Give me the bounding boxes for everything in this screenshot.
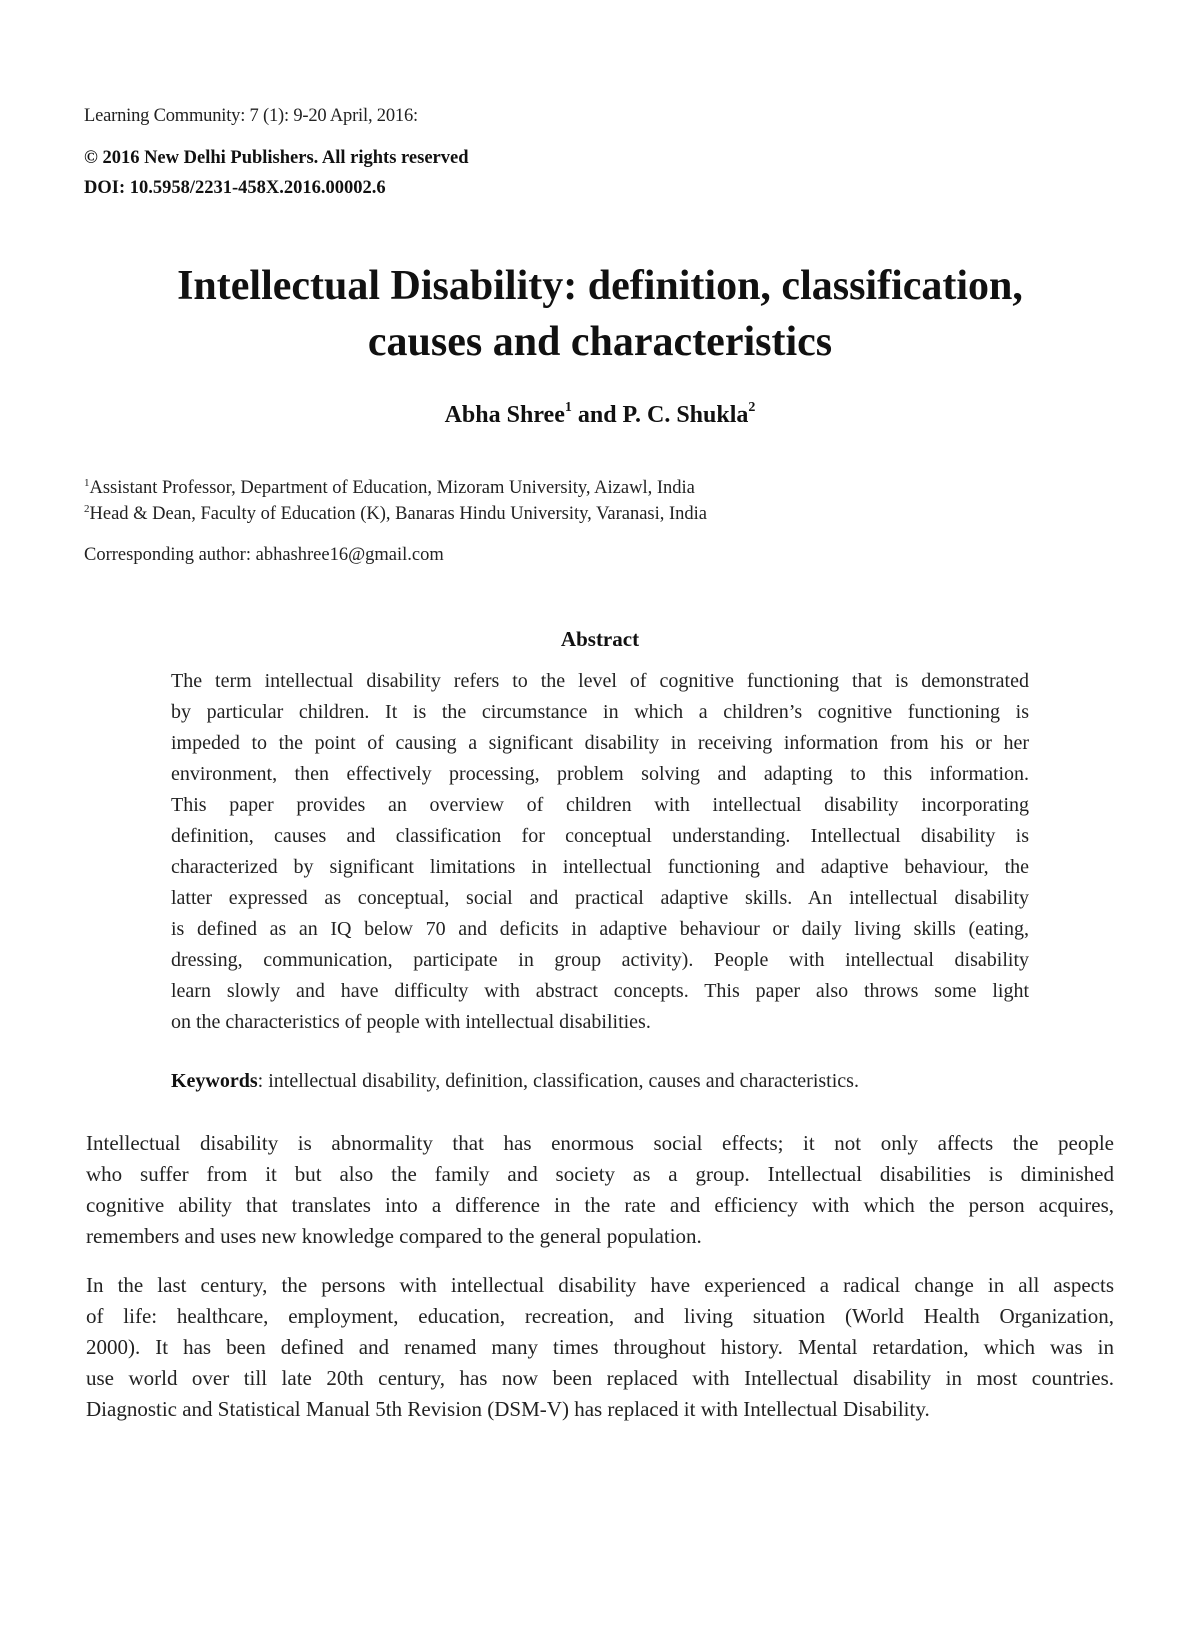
- body-paragraph-1: [86, 1128, 1114, 1252]
- body-line: of life: healthcare, employment, education, recreation, and living situation (World Health Organization,: [86, 1304, 1114, 1328]
- body-paragraph-2: [86, 1270, 1114, 1425]
- journal-citation: Learning Community: 7 (1): 9-20 April, 2016:: [84, 106, 418, 126]
- abstract-body: [171, 666, 1029, 1038]
- doi-line: DOI: 10.5958/2231-458X.2016.00002.6: [84, 178, 386, 198]
- abstract-line: impeded to the point of causing a significant disability in receiving information from his or her: [171, 732, 1029, 754]
- abstract-line: definition, causes and classification for conceptual understanding. Intellectual disability is: [171, 825, 1029, 847]
- abstract-line: on the characteristics of people with intellectual disabilities.: [171, 1011, 651, 1033]
- author-name: Abha Shree: [444, 402, 565, 428]
- affiliation-text: Assistant Professor, Department of Education, Mizoram University, Aizawl, India: [89, 478, 695, 499]
- keywords-label: Keywords: [171, 1070, 258, 1092]
- abstract-line: environment, then effectively processing, problem solving and adapting to this information.: [171, 763, 1029, 785]
- abstract-line: This paper provides an overview of children with intellectual disability incorporating: [171, 794, 1029, 816]
- abstract-line: dressing, communication, participate in group activity). People with intellectual disability: [171, 949, 1029, 971]
- author-list: [60, 402, 1140, 429]
- keywords-text: : intellectual disability, definition, classification, causes and characteristics.: [257, 1070, 859, 1092]
- body-line: cognitive ability that translates into a difference in the rate and efficiency with which the person acquires,: [86, 1193, 1114, 1217]
- abstract-heading: Abstract: [560, 627, 640, 651]
- affiliation-marker: 2: [84, 503, 90, 515]
- affiliation-2: [84, 503, 707, 525]
- author-affiliation-marker: 2: [748, 400, 756, 415]
- abstract-line: latter expressed as conceptual, social and practical adaptive skills. An intellectual disability: [171, 887, 1029, 909]
- title-line: causes and characteristics: [367, 319, 833, 365]
- abstract-line: learn slowly and have difficulty with abstract concepts. This paper also throws some light: [171, 980, 1029, 1002]
- corresponding-author: Corresponding author: abhashree16@gmail.com: [84, 545, 444, 565]
- author-conjunction: and: [571, 402, 623, 428]
- affiliation-1: [84, 477, 695, 499]
- title-line: Intellectual Disability: definition, classification,: [177, 263, 1023, 309]
- abstract-line: characterized by significant limitations in intellectual functioning and adaptive behaviour, the: [171, 856, 1029, 878]
- body-line: who suffer from it but also the family and society as a group. Intellectual disabilities is diminished: [86, 1162, 1114, 1186]
- abstract-line: by particular children. It is the circumstance in which a children’s cognitive functioning is: [171, 701, 1029, 723]
- body-line: Diagnostic and Statistical Manual 5th Revision (DSM-V) has replaced it with Intellectual Disability.: [86, 1397, 930, 1421]
- body-line: Intellectual disability is abnormality that has enormous social effects; it not only affects the people: [86, 1131, 1114, 1155]
- author-affiliation-marker: 1: [564, 400, 572, 415]
- body-line: 2000). It has been defined and renamed many times throughout history. Mental retardation, which was in: [86, 1335, 1114, 1359]
- paper-title: [60, 258, 1140, 370]
- abstract-line: The term intellectual disability refers to the level of cognitive functioning that is demonstrated: [171, 670, 1029, 692]
- abstract-line: is defined as an IQ below 70 and deficits in adaptive behaviour or daily living skills (eating,: [171, 918, 1029, 940]
- body-line: use world over till late 20th century, has now been replaced with Intellectual disability in most countries.: [86, 1366, 1114, 1390]
- keywords: [171, 1070, 859, 1093]
- affiliation-marker: 1: [84, 477, 90, 489]
- body-line: remembers and uses new knowledge compared to the general population.: [86, 1224, 702, 1248]
- body-line: In the last century, the persons with intellectual disability have experienced a radical change in all aspects: [86, 1273, 1114, 1297]
- author-name: P. C. Shukla: [622, 402, 749, 428]
- affiliation-text: Head & Dean, Faculty of Education (K), Banaras Hindu University, Varanasi, India: [89, 504, 708, 525]
- copyright-notice: © 2016 New Delhi Publishers. All rights reserved: [84, 148, 469, 168]
